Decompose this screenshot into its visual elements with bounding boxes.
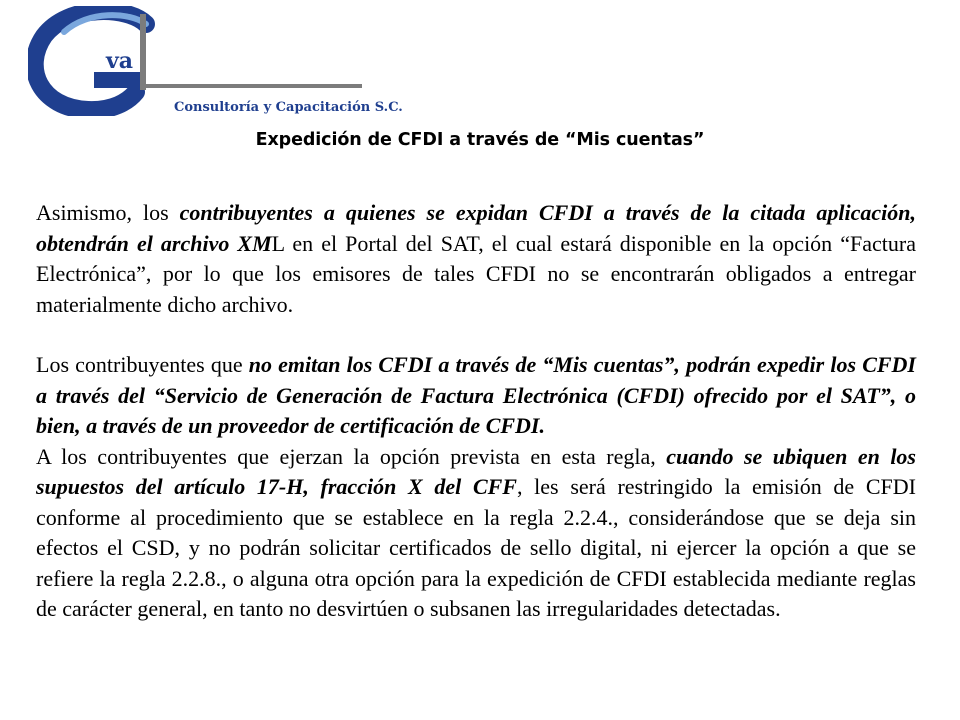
paragraph-2: [36, 350, 916, 442]
p1-text-2: L en el Portal del SAT, el cual estará disponible en la opción “Factura Electrónica”, por lo que los emisores de tales CFDI no se encontrarán obligados a entregar materialmente dicho archivo.: [36, 230, 916, 317]
company-logo: [28, 6, 403, 116]
page-title: Expedición de CFDI a través de “Mis cuentas”: [255, 130, 705, 150]
logo-mark-text: va: [106, 48, 134, 74]
p2-text-1: Los contribuyentes que: [36, 352, 249, 377]
logo-caption: Consultoría y Capacitación S.C.: [174, 100, 403, 115]
p3-text-2: , les será restringido la emisión de CFDI conforme al procedimiento que se establece en la regla 2.2.4., considerándose que se deja sin efectos el CSD, y no podrán solicitar certificados de sello digital, ni ejercer la opción a que se refiere la regla 2.2.8., o alguna otra opción para la expedición de CFDI establecida mediante reglas de carácter general, en tanto no desvirtúen o subsanen las irregularidades detectadas.: [36, 474, 916, 621]
paragraph-3: [36, 442, 916, 625]
p1-emphasis: contribuyentes a quienes se expidan CFDI a través de la citada aplicación, obtendrán el archivo XM: [36, 200, 916, 256]
document-body: [36, 198, 916, 625]
p2-emphasis: no emitan los CFDI a través de “Mis cuentas”, podrán expedir los CFDI a través del “Servicio de Generación de Factura Electrónica (CFDI) ofrecido por el SAT”, o bien, a través de un proveedor de certificación de CFDI.: [36, 352, 916, 438]
p3-text-1: A los contribuyentes que ejerzan la opción prevista en esta regla,: [36, 443, 667, 469]
p1-text-1: Asimismo, los: [36, 200, 180, 225]
paragraph-1: [36, 198, 916, 320]
p3-emphasis: cuando se ubiquen en los supuestos del artículo 17-H, fracción X del CFF: [36, 443, 916, 499]
